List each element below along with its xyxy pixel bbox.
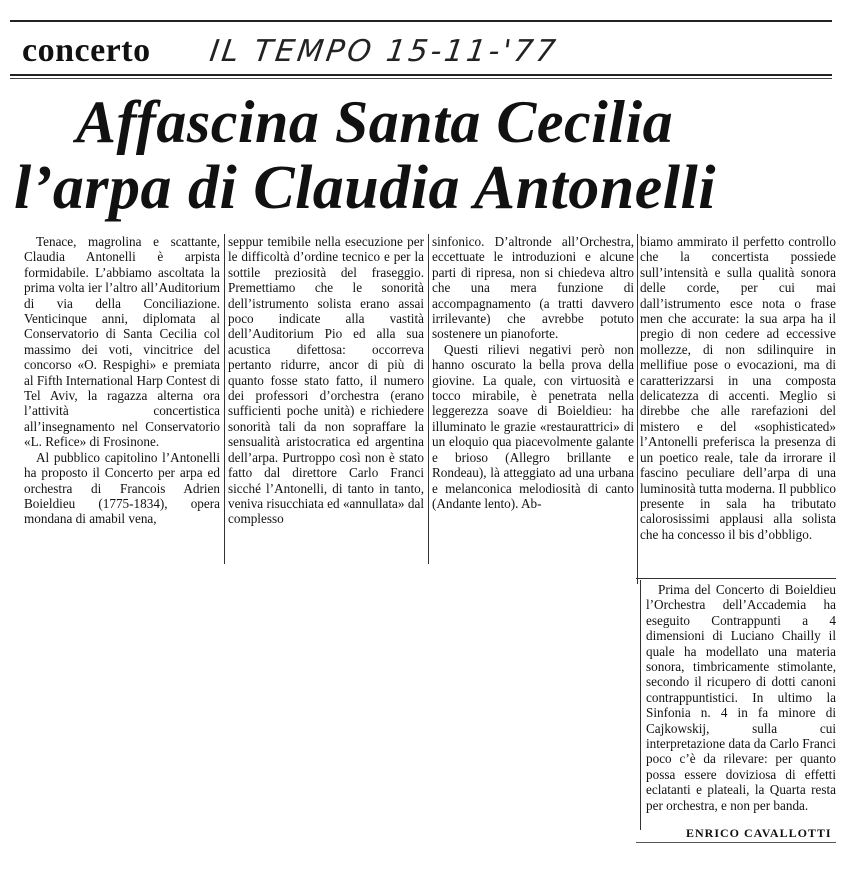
column-divider <box>224 234 225 564</box>
paragraph: Tenace, magrolina e scattante, Claudia Antonelli è arpista formidabile. L’abbiamo ascoltata la prima volta ier l’altro all’Auditorium di via della Conciliazione. Venticinque anni, diplomata al Conservatorio di Santa Cecilia col massimo dei voti, vincitrice del concorso «O. Respighi» e premiata al Fifth International Harp Contest di Tel Aviv, la ragazza alterna ora l’attività concertistica all’insegnamento nel Conservatorio «L. Refice» di Frosinone. <box>24 234 220 450</box>
article-column-1 <box>24 234 220 527</box>
header-rule-thin <box>10 78 832 79</box>
paragraph: Prima del Concerto di Boieldieu l’Orchestra dell’Accademia ha eseguito Contrappunti a 4 dimensioni di Luciano Chailly il quale ha modellato una materia sonora, timbricamente stimolante, secondo il ricupero di dotti canoni contrappuntistici. In ultimo la Sinfonia n. 4 in fa minore di Cajkowskij, sulla cui interpretazione data da Carlo Franci poco c’è da rilevare: per quanto possa essere doviziosa di effetti eclatanti e plateali, la Quarta resta per orchestra, e non per banda. <box>646 582 836 813</box>
paragraph: Al pubblico capitolino l’Antonelli ha proposto il Concerto per arpa ed orchestra di Francois Adrien Boieldieu (1775-1834), opera mondana di amabil vena, <box>24 449 220 527</box>
author-signature: ENRICO CAVALLOTTI <box>686 826 832 840</box>
column-divider <box>428 234 429 564</box>
top-rule <box>10 20 832 22</box>
column-4-separator <box>636 578 836 579</box>
bottom-rule <box>636 842 836 843</box>
paragraph: sinfonico. D’altronde all’Orchestra, eccettuate le introduzioni e alcune parti di ripresa, non si chiedeva altro che una mera funzione di accompagnamento (a tratti davvero irrilevante) che avrebbe potuto sostenere un pianoforte. <box>432 234 634 342</box>
paragraph: seppur temibile nella esecuzione per le difficoltà d’ordine tecnico e per la sottile preziosità del fraseggio. Premettiamo che le sonorità dell’istrumento solista erano assai poco indicate alla vastità dell’Auditorium Pio ed alla sua acustica difettosa: occorreva pertanto ridurre, ancor di più di quanto fosse stato fatto, il numero dei professori d’orchestra (erano sufficienti poche unità) e richiedere sonorità tali da non sopraffare la sensualità aristocratica ed argentina dell’arpa. Purtroppo così non è stato fatto dal direttore Carlo Franci sicché l’Antonelli, di tanto in tanto, veniva risucchiata ed «annullata» dal complesso <box>228 234 424 527</box>
handwritten-date-note: IL TEMPO 15-11-'77 <box>207 34 561 69</box>
headline-line-2: l’arpa di Claudia Antonelli <box>14 154 716 222</box>
column-divider <box>637 234 638 584</box>
column-divider <box>640 580 641 830</box>
article-column-2 <box>228 234 424 527</box>
article-column-3 <box>432 234 634 511</box>
header-rule <box>10 74 832 76</box>
headline-line-1: Affascina Santa Cecilia <box>76 89 674 155</box>
paragraph: Questi rilievi negativi però non hanno oscurato la bella prova della giovine. La quale, con virtuosità e tocco mirabile, è penetrata nella leggerezza soave di Boieldieu: ha illuminato le grazie «restaurattrici» di un eloquio qua piacevolmente galante e brioso (Allegro brillante e Rondeau), là atteggiato ad una urbana e melanconica melodiosità di canto (Andante lento). Ab- <box>432 341 634 511</box>
article-column-4 <box>640 234 836 542</box>
paragraph: biamo ammirato il perfetto controllo che la concertista possiede sull’intensità e sulla qualità sonora delle corde, per cui mai dall’istrumento esce nota o frase men che accurate: la sua arpa ha il pregio di non cedere ad eccessive mollezze, di non sdilinquire in mellifiue pose o evocazioni, ma di caratterizzarsi in una composta delicatezza di accenti. Meglio si direbbe che alle rarefazioni del mistero e del «sophisticated» l’Antonelli preferisca la presenza di un poetico reale, tale da irrorare il fascino peculiare dell’arpa di una luminosità tutta moderna. Il pubblico presente in sala ha tributato calorosissimi applausi alla solista che ha concesso il bis d’obbligo. <box>640 234 836 542</box>
section-label: concerto <box>22 32 151 69</box>
article-column-4-continued <box>646 582 836 813</box>
